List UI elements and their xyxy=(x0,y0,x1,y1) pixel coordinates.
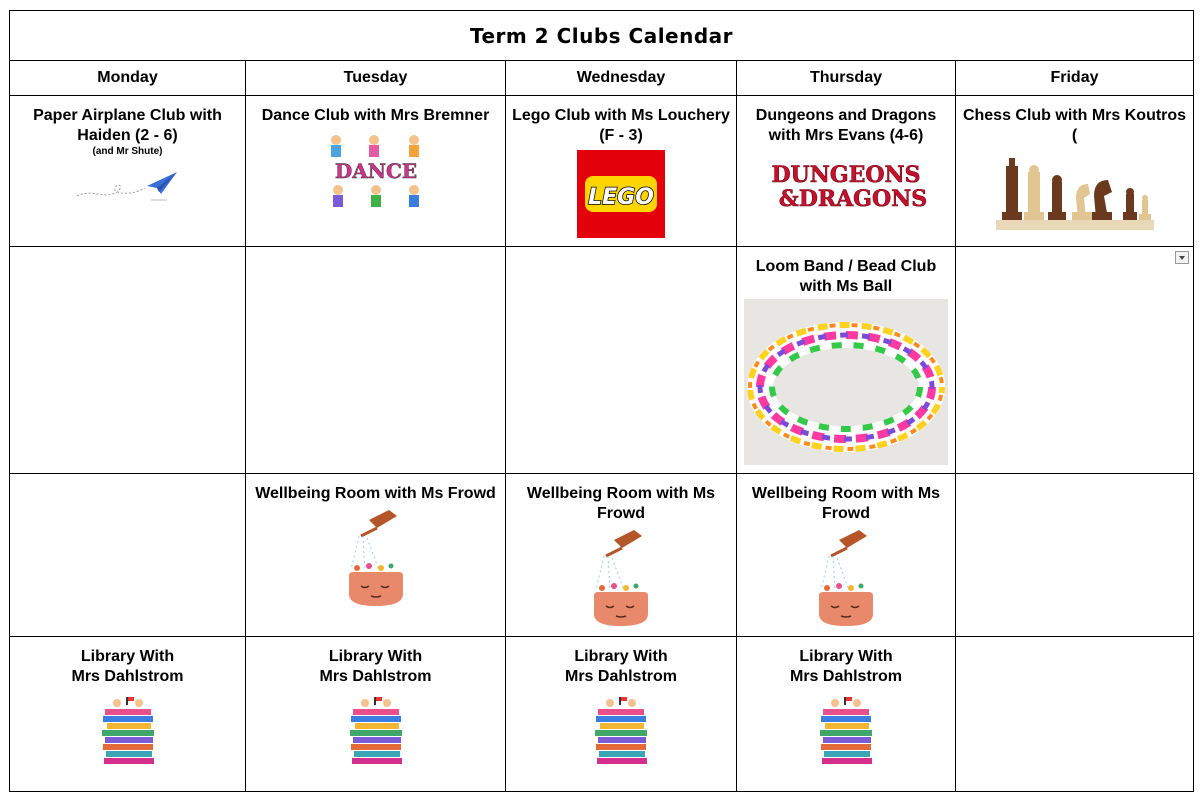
day-header-wednesday: Wednesday xyxy=(506,61,737,96)
cell-friday-chess xyxy=(956,96,1194,247)
cell-tuesday-library xyxy=(246,637,506,792)
chess-pieces-icon xyxy=(996,156,1154,230)
cell-thursday-loom-band xyxy=(737,247,956,474)
dance-logo-text: DANCE xyxy=(334,159,417,183)
dance-clipart-icon xyxy=(322,132,430,212)
lego-logo-icon xyxy=(577,150,665,238)
cell-tuesday-empty xyxy=(246,247,506,474)
club-name-line2: Mrs Dahlstrom xyxy=(71,668,184,685)
day-header-tuesday: Tuesday xyxy=(246,61,506,96)
club-name: Dungeons and Dragons with Mrs Evans (4-6) xyxy=(755,107,937,144)
paper-airplane-icon xyxy=(73,164,183,204)
club-name-line2: Mrs Dahlstrom xyxy=(319,668,432,685)
club-name: Lego Club with Ms Louchery (F - 3) xyxy=(512,107,730,144)
day-header-friday: Friday xyxy=(956,61,1194,96)
club-name: Dance Club with Mrs Bremner xyxy=(261,107,490,124)
cell-monday-library xyxy=(10,637,246,792)
cell-dropdown-icon[interactable] xyxy=(1175,251,1189,264)
cell-thursday-dnd xyxy=(737,96,956,247)
wellbeing-head-icon xyxy=(586,526,656,628)
book-stack-icon xyxy=(341,697,411,767)
book-stack-icon xyxy=(811,697,881,767)
cell-wednesday-empty xyxy=(506,247,737,474)
club-name-line1: Library With xyxy=(328,648,423,665)
book-stack-icon xyxy=(586,697,656,767)
wellbeing-head-icon xyxy=(341,506,411,608)
clubs-calendar xyxy=(9,10,1193,792)
club-note: (and Mr Shute) xyxy=(92,146,163,157)
book-stack-icon xyxy=(93,697,163,767)
club-name: Paper Airplane Club with Haiden (2 - 6) xyxy=(33,107,222,144)
calendar-title: Term 2 Clubs Calendar xyxy=(10,11,1194,61)
club-name: Wellbeing Room with Ms Frowd xyxy=(751,485,941,522)
cell-friday-empty xyxy=(956,637,1194,792)
cell-monday-paper-airplane xyxy=(10,96,246,247)
club-name-line1: Library With xyxy=(799,648,893,665)
club-name-line2: Mrs Dahlstrom xyxy=(564,668,678,685)
dungeons-dragons-logo-icon xyxy=(761,160,931,216)
club-name: Wellbeing Room with Ms Frowd xyxy=(526,485,716,522)
cell-friday-empty xyxy=(956,247,1194,474)
cell-thursday-wellbeing xyxy=(737,474,956,637)
cell-friday-empty xyxy=(956,474,1194,637)
cell-monday-empty xyxy=(10,247,246,474)
club-name-line1: Library With xyxy=(80,648,175,665)
calendar-table xyxy=(9,10,1194,792)
cell-wednesday-library xyxy=(506,637,737,792)
cell-thursday-library xyxy=(737,637,956,792)
lego-logo-text: LEGO xyxy=(588,185,654,210)
cell-tuesday-wellbeing xyxy=(246,474,506,637)
cell-wednesday-wellbeing xyxy=(506,474,737,637)
loom-bracelet-photo xyxy=(744,299,948,465)
club-name: Chess Club with Mrs Koutros ( xyxy=(962,107,1187,144)
day-header-thursday: Thursday xyxy=(737,61,956,96)
cell-wednesday-lego xyxy=(506,96,737,247)
dnd-logo-line2: &DRAGONS xyxy=(778,186,928,212)
club-name-line1: Library With xyxy=(574,648,668,665)
dnd-logo-line1: DUNGEONS xyxy=(771,162,921,188)
cell-monday-empty xyxy=(10,474,246,637)
wellbeing-head-icon xyxy=(811,526,881,628)
club-name: Loom Band / Bead Club with Ms Ball xyxy=(755,258,937,295)
day-header-monday: Monday xyxy=(10,61,246,96)
club-name-line2: Mrs Dahlstrom xyxy=(789,668,903,685)
club-name: Wellbeing Room with Ms Frowd xyxy=(255,485,496,502)
cell-tuesday-dance xyxy=(246,96,506,247)
